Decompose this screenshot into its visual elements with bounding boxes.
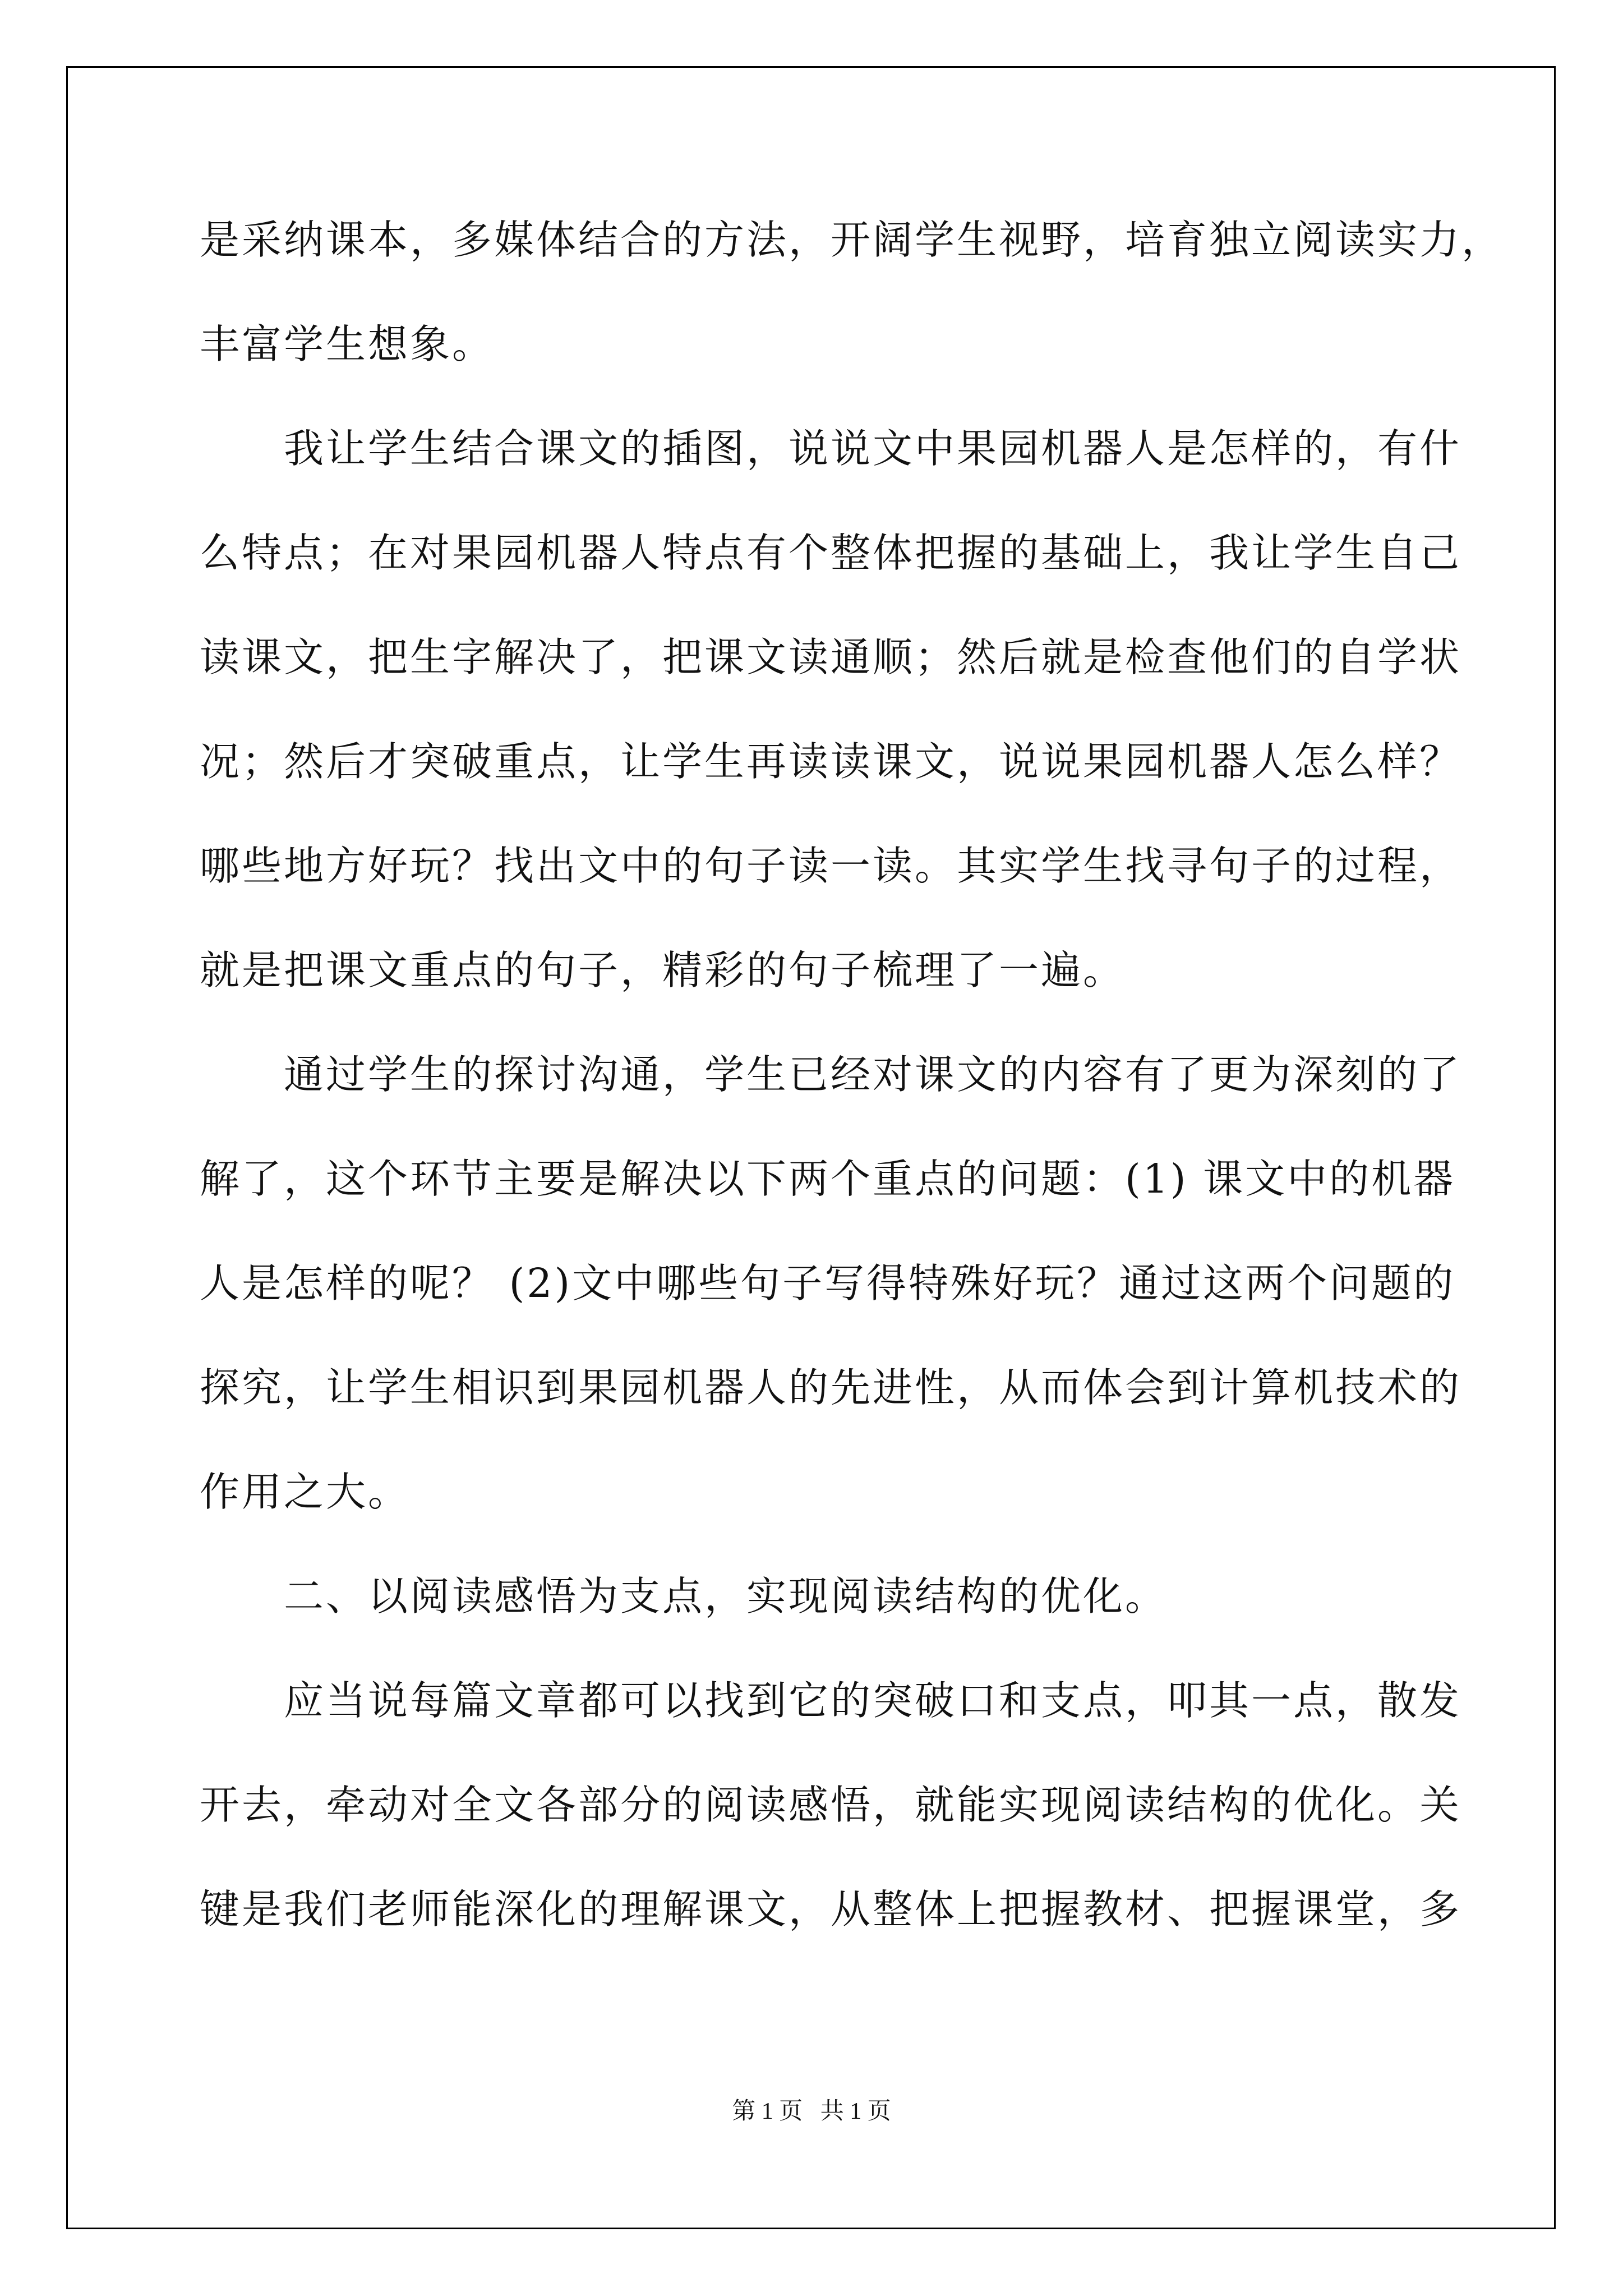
text-line: 探究，让学生相识到果园机器人的先进性，从而体会到计算机技术的 (200, 1364, 1462, 1411)
text-line: 哪些地方好玩？找出文中的句子读一读。其实学生找寻句子的过程， (200, 843, 1462, 889)
text-line: 开去，牵动对全文各部分的阅读感悟，就能实现阅读结构的优化。关 (200, 1782, 1462, 1828)
text-line: 读课文，把生字解决了，把课文读通顺；然后就是检查他们的自学状 (200, 634, 1462, 680)
paragraph-start-line: 通过学生的探讨沟通，学生已经对课文的内容有了更为深刻的了 (284, 1051, 1462, 1098)
paragraph-start-line: 应当说每篇文章都可以找到它的突破口和支点，叩其一点，散发 (284, 1677, 1462, 1724)
text-line: 是采纳课本，多媒体结合的方法，开阔学生视野，培育独立阅读实力， (200, 217, 1504, 263)
text-line: 况；然后才突破重点，让学生再读读课文，说说果园机器人怎么样？ (200, 738, 1462, 785)
text-line: 就是把课文重点的句子，精彩的句子梳理了一遍。 (200, 947, 1126, 993)
text-line: 作用之大。 (200, 1469, 411, 1515)
text-line: 解了，这个环节主要是解决以下两个重点的问题：(1) 课文中的机器 (200, 1156, 1456, 1202)
page-number-footer: 第 1 页 共 1 页 (732, 2099, 891, 2124)
text-line: 人是怎样的呢？ (2)文中哪些句子写得特殊好玩？通过这两个问题的 (200, 1260, 1456, 1306)
text-line: 键是我们老师能深化的理解课文，从整体上把握教材、把握课堂，多 (200, 1886, 1462, 1932)
text-line: 丰富学生想象。 (200, 321, 495, 367)
document-body (200, 213, 1504, 1987)
text-line: 么特点；在对果园机器人特点有个整体把握的基础上，我让学生自己 (200, 530, 1462, 576)
paragraph-start-line: 我让学生结合课文的插图，说说文中果园机器人是怎样的，有什 (284, 425, 1462, 472)
section-heading: 二、以阅读感悟为支点，实现阅读结构的优化。 (284, 1573, 1168, 1619)
